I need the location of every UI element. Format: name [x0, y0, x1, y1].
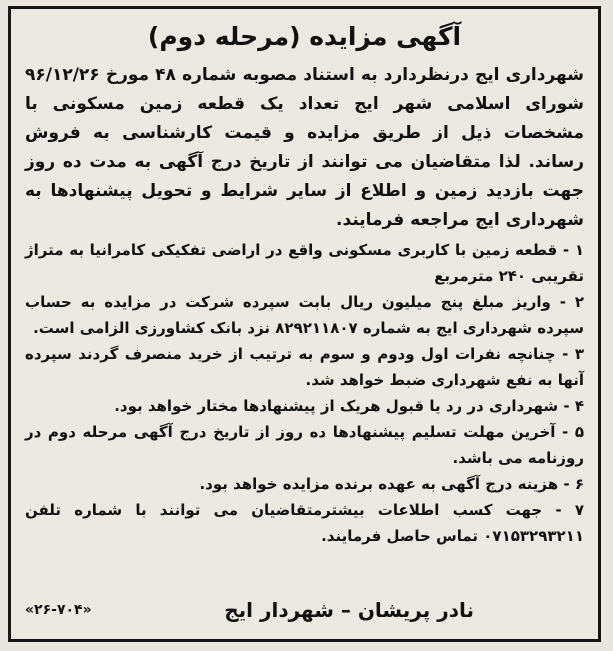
notice-footer — [25, 595, 584, 625]
condition-item: ۴ - شهرداری در رد یا قبول هریک از پیشنهادها مختار خواهد بود. — [114, 397, 584, 415]
condition-item: ۳ - چنانچه نفرات اول ودوم و سوم به ترتیب از خرید منصرف گردند سپرده آنها به نفع شهرداری ضبط خواهد شد. — [25, 345, 584, 389]
condition-item: ۲ - واریز مبلغ پنج میلیون ریال بابت سپرده شرکت در مزایده به حساب سپرده شهرداری ایج به شماره ۸۲۹۲۱۱۸۰۷ نزد بانک کشاورزی الزامی است. — [25, 293, 584, 337]
notice-code: «۲۶-۷۰۴» — [25, 602, 92, 618]
notice-title: آگهی مزایده (مرحله دوم) — [147, 22, 462, 51]
signature-line: نادر پریشان – شهردار ایج — [224, 598, 474, 622]
notice-border — [8, 6, 601, 642]
condition-item: ۵ - آخرین مهلت تسلیم پیشنهادها ده روز از تاریخ درج آگهی مرحله دوم در روزنامه می باشد. — [25, 423, 584, 467]
notice-body — [25, 17, 584, 631]
condition-item: ۷ - جهت کسب اطلاعات بیشترمتقاضیان می توانند با شماره تلفن ۰۷۱۵۳۲۹۳۲۱۱ تماس حاصل فرمایند. — [25, 501, 584, 545]
condition-item: ۶ - هزینه درج آگهی به عهده برنده مزایده خواهد بود. — [199, 475, 584, 493]
notice-intro: شهرداری ایج درنظردارد به استناد مصوبه شماره ۴۸ مورخ ۹۶/۱۲/۲۶ شورای اسلامی شهر ایج تعداد یک قطعه زمین مسکونی با مشخصات ذیل از طریق مزایده و قیمت کارشناسی به فروش رساند. لذا متقاضیان می توانند از تاریخ درج آگهی به مدت ده روز جهت بازدید زمین و اطلاع از سایر شرایط و تحویل پیشنهادها به شهرداری ایج مراجعه فرمایند. — [25, 65, 584, 230]
conditions-list — [25, 237, 584, 549]
condition-item: ۱ - قطعه زمین با کاربری مسکونی واقع در اراضی تفکیکی کامرانیا به متراژ تقریبی ۲۴۰ مترمربع — [25, 241, 584, 285]
